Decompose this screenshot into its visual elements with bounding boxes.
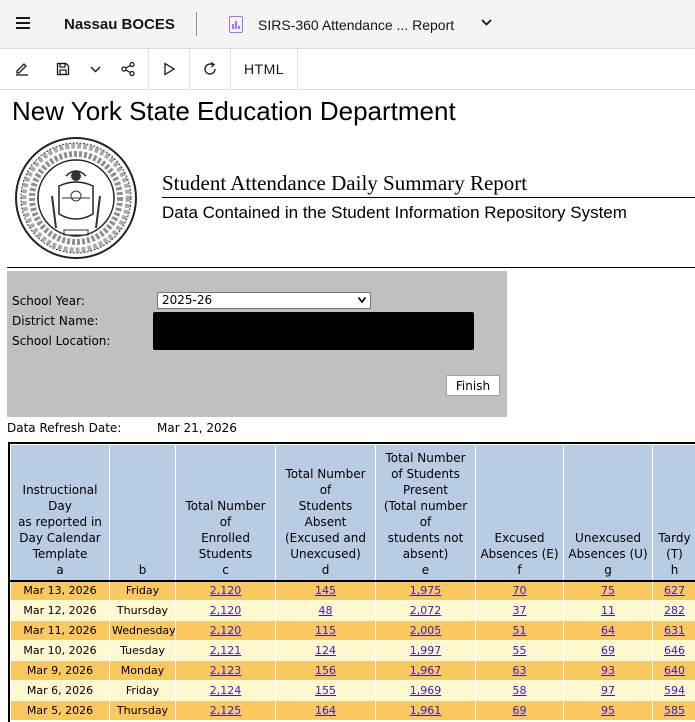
cell-enrolled	[176, 621, 276, 641]
cell-unexcused	[564, 641, 653, 661]
column-header-line: students not	[387, 530, 464, 545]
cell-excused	[476, 661, 564, 681]
unexcused-link[interactable]: 97	[601, 684, 615, 697]
excused-link[interactable]: 37	[512, 604, 527, 617]
department-heading: New York State Education Department	[12, 96, 456, 126]
cell-absent	[276, 621, 376, 641]
cell-enrolled	[176, 601, 276, 621]
tardy-link[interactable]: 282	[664, 604, 685, 617]
table-row	[11, 681, 695, 701]
cell-tardy	[653, 581, 695, 601]
cell-tardy	[653, 681, 695, 701]
cell-excused	[476, 701, 564, 721]
column-header-line: of Students	[391, 466, 460, 481]
cell-date: Mar 13, 2026	[11, 581, 110, 601]
column-header-line: a	[56, 562, 64, 577]
unexcused-link[interactable]: 11	[601, 604, 615, 617]
excused-link[interactable]: 69	[512, 704, 527, 717]
column-header-line: Unexcused	[575, 530, 641, 545]
cell-day: Tuesday	[110, 641, 176, 661]
column-header-line: (T)	[666, 546, 683, 561]
column-header-line: Enrolled	[201, 530, 250, 545]
finish-button[interactable]: Finish	[446, 375, 500, 396]
present-link[interactable]: 1,967	[409, 664, 442, 677]
present-link[interactable]: 2,072	[409, 604, 442, 617]
column-header-line: Instructional	[22, 482, 98, 497]
absent-link[interactable]: 115	[315, 624, 336, 637]
cell-unexcused	[564, 701, 653, 721]
cell-unexcused	[564, 601, 653, 621]
chevron-down-icon	[358, 297, 366, 303]
table-row	[11, 621, 695, 641]
table-row	[11, 641, 695, 661]
enrolled-link[interactable]: 2,123	[209, 664, 242, 677]
cell-enrolled	[176, 701, 276, 721]
cell-excused	[476, 681, 564, 701]
column-header	[376, 445, 476, 581]
column-header-line: Total Number	[185, 498, 266, 513]
unexcused-link[interactable]: 75	[601, 584, 615, 598]
cell-date: Mar 10, 2026	[11, 641, 110, 661]
cell-enrolled	[176, 581, 276, 601]
present-link[interactable]: 2,005	[409, 624, 442, 637]
column-header-line: (Excused and	[285, 530, 366, 545]
column-header-line: Template	[32, 546, 88, 561]
absent-link[interactable]: 145	[315, 584, 336, 598]
absent-link[interactable]: 156	[315, 664, 336, 677]
tardy-link[interactable]: 585	[664, 704, 685, 717]
refresh-icon	[202, 61, 218, 77]
cell-tardy	[653, 701, 695, 721]
state-seal-icon	[14, 136, 138, 260]
report-title: Student Attendance Daily Summary Report	[162, 171, 528, 195]
cell-enrolled	[176, 681, 276, 701]
table-body	[11, 581, 695, 721]
column-header-line: Day Calendar	[19, 530, 101, 545]
app-header	[0, 0, 695, 49]
cell-tardy	[653, 621, 695, 641]
cell-present	[376, 661, 476, 681]
unexcused-link[interactable]: 95	[601, 704, 615, 717]
cell-day: Thursday	[110, 701, 176, 721]
column-header-line: of	[219, 514, 232, 529]
excused-link[interactable]: 63	[512, 664, 527, 677]
cell-present	[376, 621, 476, 641]
column-header-line: b	[138, 562, 147, 577]
column-header	[176, 445, 276, 581]
absent-link[interactable]: 155	[315, 684, 336, 697]
column-header-line: absent)	[402, 546, 449, 561]
cell-excused	[476, 641, 564, 661]
column-header-line: h	[670, 562, 679, 577]
run-icon	[161, 61, 177, 77]
org-name: Nassau BOCES	[64, 16, 175, 33]
save-menu-button[interactable]	[82, 49, 108, 89]
enrolled-link[interactable]: 2,120	[209, 604, 242, 617]
save-icon	[55, 61, 71, 77]
share-icon	[120, 61, 136, 77]
cell-present	[376, 681, 476, 701]
column-header-line: Total Number	[285, 466, 366, 481]
cell-date: Mar 12, 2026	[11, 601, 110, 621]
edit-icon	[14, 61, 30, 77]
school-year-select[interactable]	[157, 292, 371, 309]
excused-link[interactable]: 70	[512, 584, 527, 598]
toolbar-divider	[297, 49, 298, 89]
present-link[interactable]: 1,997	[409, 644, 442, 657]
refresh-button[interactable]	[190, 49, 230, 89]
column-header-line: Excused	[494, 530, 545, 545]
cell-tardy	[653, 641, 695, 661]
tardy-link[interactable]: 594	[664, 684, 685, 697]
hamburger-icon[interactable]	[16, 17, 30, 29]
excused-link[interactable]: 58	[512, 684, 527, 697]
column-header-line: Day	[48, 498, 72, 513]
enrolled-link[interactable]: 2,120	[209, 584, 242, 598]
column-header	[564, 445, 653, 581]
cell-excused	[476, 601, 564, 621]
cell-day: Thursday	[110, 601, 176, 621]
table-row	[11, 661, 695, 681]
tardy-link[interactable]: 640	[664, 664, 685, 677]
column-header	[110, 445, 176, 581]
table-header-row	[11, 445, 695, 581]
enrolled-link[interactable]: 2,120	[209, 624, 242, 637]
save-button[interactable]	[44, 49, 82, 89]
cell-tardy	[653, 601, 695, 621]
table-row	[11, 601, 695, 621]
cell-present	[376, 701, 476, 721]
prompt-panel	[7, 271, 507, 417]
enrolled-link[interactable]: 2,124	[209, 684, 242, 697]
column-header-line: Total Number	[385, 450, 466, 465]
share-button[interactable]	[108, 49, 148, 89]
cell-date: Mar 6, 2026	[11, 681, 110, 701]
school-year-label: School Year:	[12, 294, 85, 308]
enrolled-link[interactable]: 2,121	[209, 644, 242, 657]
column-header	[276, 445, 376, 581]
report-name[interactable]: SIRS-360 Attendance ... Report	[258, 17, 455, 33]
column-header-line: of	[319, 482, 332, 497]
report-icon	[229, 16, 243, 33]
column-header-line: g	[604, 562, 612, 577]
refresh-date-value: Mar 21, 2026	[157, 421, 237, 435]
tardy-link[interactable]: 646	[664, 644, 685, 657]
absent-link[interactable]: 48	[318, 604, 333, 617]
column-header-line: Absences (U)	[568, 546, 648, 561]
redacted-values	[153, 312, 474, 350]
table-row	[11, 581, 695, 601]
column-header	[653, 445, 695, 581]
column-header	[476, 445, 564, 581]
present-link[interactable]: 1,961	[409, 704, 442, 717]
run-button[interactable]	[149, 49, 189, 89]
absent-link[interactable]: 164	[315, 704, 336, 717]
cell-absent	[276, 641, 376, 661]
column-header-line: of	[419, 514, 432, 529]
chevron-down-icon	[90, 64, 101, 75]
chevron-down-icon[interactable]	[481, 17, 492, 28]
cell-date: Mar 9, 2026	[11, 661, 110, 681]
tardy-link[interactable]: 627	[664, 584, 685, 598]
column-header-line: Students	[298, 498, 353, 513]
cell-absent	[276, 581, 376, 601]
header-divider	[196, 12, 197, 36]
cell-unexcused	[564, 621, 653, 641]
excused-link[interactable]: 55	[512, 644, 527, 657]
cell-present	[376, 581, 476, 601]
cell-enrolled	[176, 661, 276, 681]
present-link[interactable]: 1,975	[409, 584, 442, 598]
cell-absent	[276, 701, 376, 721]
cell-unexcused	[564, 661, 653, 681]
column-header-line: Present	[402, 482, 449, 497]
cell-day: Friday	[110, 581, 176, 601]
header-rule	[7, 267, 695, 268]
column-header	[11, 445, 110, 581]
cell-excused	[476, 621, 564, 641]
cell-present	[376, 601, 476, 621]
column-header-line: e	[421, 562, 430, 577]
enrolled-link[interactable]: 2,125	[209, 704, 242, 717]
attendance-table	[8, 442, 695, 722]
cell-absent	[276, 681, 376, 701]
column-header-line: Unexcused)	[290, 546, 361, 561]
column-header-line: f	[517, 562, 522, 577]
column-header-line: c	[222, 562, 229, 577]
unexcused-link[interactable]: 69	[601, 644, 615, 657]
column-header-line: as reported in	[18, 514, 102, 529]
report-subtitle: Data Contained in the Student Information Repository System	[162, 203, 627, 222]
cell-date: Mar 11, 2026	[11, 621, 110, 641]
district-name-label: District Name:	[12, 314, 99, 328]
absent-link[interactable]: 124	[315, 644, 336, 657]
table-row	[11, 701, 695, 721]
toolbar	[0, 49, 695, 90]
excused-link[interactable]: 51	[512, 624, 527, 637]
cell-excused	[476, 581, 564, 601]
refresh-date-label: Data Refresh Date:	[7, 421, 122, 435]
column-header-line: Tardy	[658, 530, 691, 545]
cell-absent	[276, 661, 376, 681]
cell-enrolled	[176, 641, 276, 661]
cell-tardy	[653, 661, 695, 681]
school-location-label: School Location:	[12, 334, 111, 348]
unexcused-link[interactable]: 93	[601, 664, 615, 677]
column-header-line: Absent	[304, 514, 347, 529]
cell-day: Monday	[110, 661, 176, 681]
column-header-line: Absences (E)	[480, 546, 559, 561]
cell-present	[376, 641, 476, 661]
column-header-line: (Total number	[383, 498, 468, 513]
title-rule	[162, 197, 695, 198]
cell-date: Mar 5, 2026	[11, 701, 110, 721]
cell-unexcused	[564, 681, 653, 701]
unexcused-link[interactable]: 64	[601, 624, 615, 637]
school-year-value: 2025-26	[162, 293, 213, 307]
cell-absent	[276, 601, 376, 621]
column-header-line: d	[321, 562, 330, 577]
column-header-line: Students	[198, 546, 253, 561]
edit-button[interactable]	[0, 49, 44, 89]
tardy-link[interactable]: 631	[664, 624, 685, 637]
cell-day: Wednesday	[110, 621, 176, 641]
present-link[interactable]: 1,969	[409, 684, 442, 697]
cell-day: Friday	[110, 681, 176, 701]
cell-unexcused	[564, 581, 653, 601]
html-format-button[interactable]: HTML	[243, 61, 285, 77]
